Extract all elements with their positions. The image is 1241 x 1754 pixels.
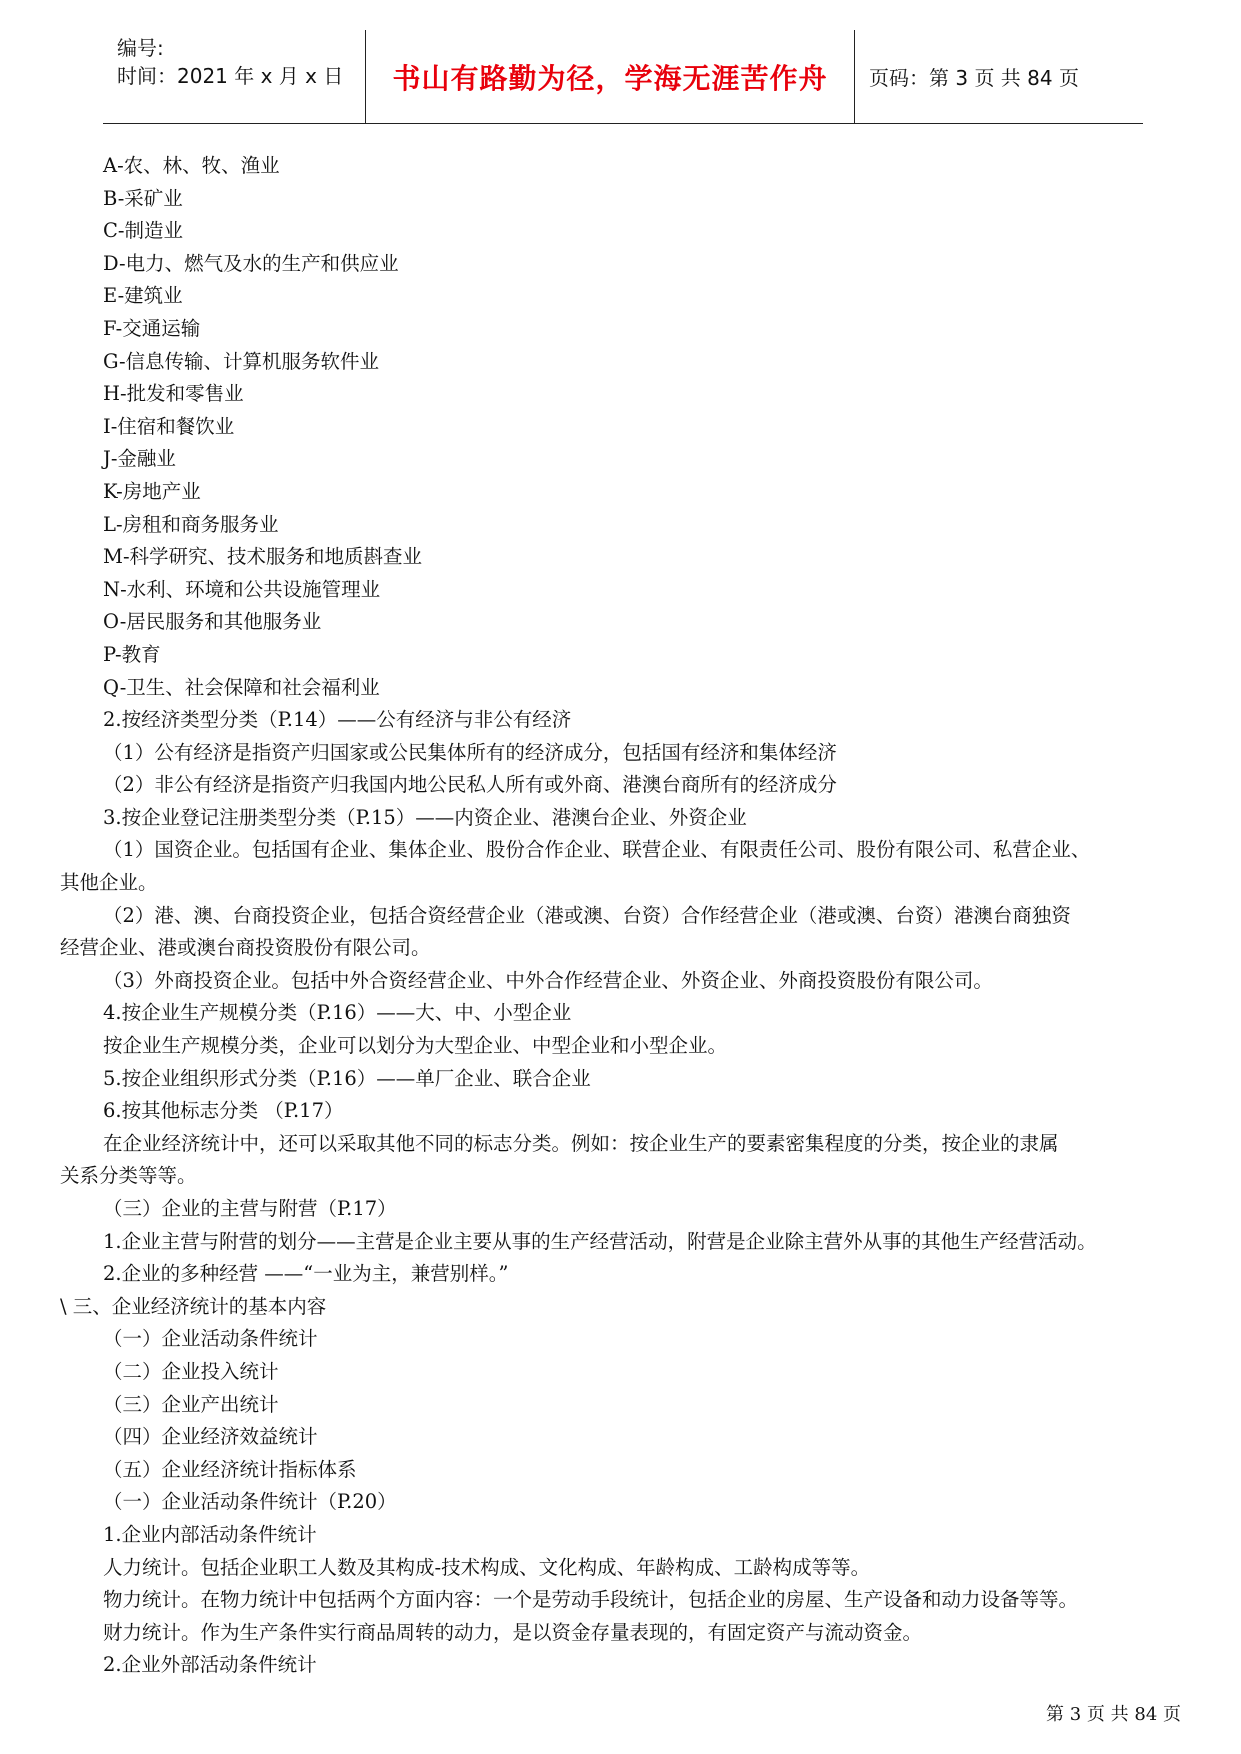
body-line: C-制造业 [103, 219, 184, 243]
body-line: 4.按企业生产规模分类（P.16）——大、中、小型企业 [103, 1001, 572, 1025]
body-line: 5.按企业组织形式分类（P.16）——单厂企业、联合企业 [103, 1066, 591, 1090]
body-line: 2.企业的多种经营 ——“一业为主，兼营别样。” [103, 1262, 509, 1286]
header-page-number: 页码：第 3 页 共 84 页 [869, 66, 1079, 90]
body-line: 2.企业外部活动条件统计 [103, 1653, 317, 1677]
body-line: （2）港、澳、台商投资企业，包括合资经营企业（港或澳、台资）合作经营企业（港或澳、台资）港澳台商独资 [103, 903, 1071, 927]
body-line: D-电力、燃气及水的生产和供应业 [103, 251, 399, 275]
body-line: O-居民服务和其他服务业 [103, 610, 322, 634]
body-line: （一）企业活动条件统计（P.20） [103, 1490, 397, 1514]
body-line: 1.企业内部活动条件统计 [103, 1522, 317, 1546]
body-line: 物力统计。在物力统计中包括两个方面内容：一个是劳动手段统计，包括企业的房屋、生产设备和动力设备等等。 [103, 1588, 1079, 1612]
body-line: 2.按经济类型分类（P.14）——公有经济与非公有经济 [103, 708, 572, 732]
document-time-label: 时间：2021 年 x 月 x 日 [117, 64, 344, 88]
header-motto-cell [366, 30, 855, 123]
body-line: H-批发和零售业 [103, 382, 244, 406]
body-line: E-建筑业 [103, 284, 183, 308]
body-line: P-教育 [103, 642, 161, 666]
body-line: N-水利、环境和公共设施管理业 [103, 577, 381, 601]
body-line: L-房租和商务服务业 [103, 512, 279, 536]
body-line: 其他企业。 [60, 871, 158, 895]
body-line: （一）企业活动条件统计 [103, 1327, 318, 1351]
body-line: \ 三、企业经济统计的基本内容 [60, 1294, 327, 1318]
document-number-label: 编号: [117, 36, 164, 60]
body-line: Q-卫生、社会保障和社会福利业 [103, 675, 380, 699]
body-line: K-房地产业 [103, 479, 201, 503]
body-line: A-农、林、牧、渔业 [103, 154, 280, 177]
body-line: （四）企业经济效益统计 [103, 1425, 318, 1449]
body-line: 6.按其他标志分类 （P.17） [103, 1099, 344, 1123]
motto-text: 书山有路勤为径，学海无涯苦作舟 [392, 61, 828, 95]
body-line: B-采矿业 [103, 186, 183, 210]
body-line: （2）非公有经济是指资产归我国内地公民私人所有或外商、港澳台商所有的经济成分 [103, 773, 837, 797]
body-line: （二）企业投入统计 [103, 1359, 279, 1383]
header-page-cell [855, 30, 1143, 123]
page-header [103, 30, 1143, 124]
body-line: （三）企业的主营与附营（P.17） [103, 1197, 397, 1220]
header-meta-cell [103, 30, 366, 123]
body-line: G-信息传输、计算机服务软件业 [103, 349, 380, 373]
body-line: （三）企业产出统计 [103, 1392, 279, 1416]
body-line: 财力统计。作为生产条件实行商品周转的动力，是以资金存量表现的，有固定资产与流动资金。 [103, 1620, 923, 1644]
body-line: M-科学研究、技术服务和地质斟查业 [103, 545, 423, 569]
body-line: 1.企业主营与附营的划分——主营是企业主要从事的生产经营活动，附营是企业除主营外从事的其他生产经营活动。 [103, 1229, 1097, 1253]
body-line: （3）外商投资企业。包括中外合资经营企业、中外合作经营企业、外资企业、外商投资股份有限公司。 [103, 968, 993, 992]
body-line: 关系分类等等。 [60, 1164, 197, 1188]
body-line: I-住宿和餐饮业 [103, 414, 235, 438]
document-body [60, 150, 1200, 1682]
body-line: （1）国资企业。包括国有企业、集体企业、股份合作企业、联营企业、有限责任公司、股份有限公司、私营企业、 [103, 838, 1091, 862]
body-line: 按企业生产规模分类，企业可以划分为大型企业、中型企业和小型企业。 [103, 1034, 728, 1058]
body-line: 3.按企业登记注册类型分类（P.15）——内资企业、港澳台企业、外资企业 [103, 805, 747, 829]
body-line: F-交通运输 [103, 316, 201, 340]
page-footer-number: 第 3 页 共 84 页 [1046, 1704, 1181, 1725]
body-line: （五）企业经济统计指标体系 [103, 1457, 357, 1481]
body-line: （1）公有经济是指资产归国家或公民集体所有的经济成分，包括国有经济和集体经济 [103, 740, 837, 764]
body-line: 人力统计。包括企业职工人数及其构成-技术构成、文化构成、年龄构成、工龄构成等等。 [103, 1555, 871, 1579]
body-line: J-金融业 [103, 447, 176, 471]
body-line: 经营企业、港或澳台商投资股份有限公司。 [60, 936, 431, 960]
body-line: 在企业经济统计中，还可以采取其他不同的标志分类。例如：按企业生产的要素密集程度的分类，按企业的隶属 [103, 1131, 1059, 1155]
